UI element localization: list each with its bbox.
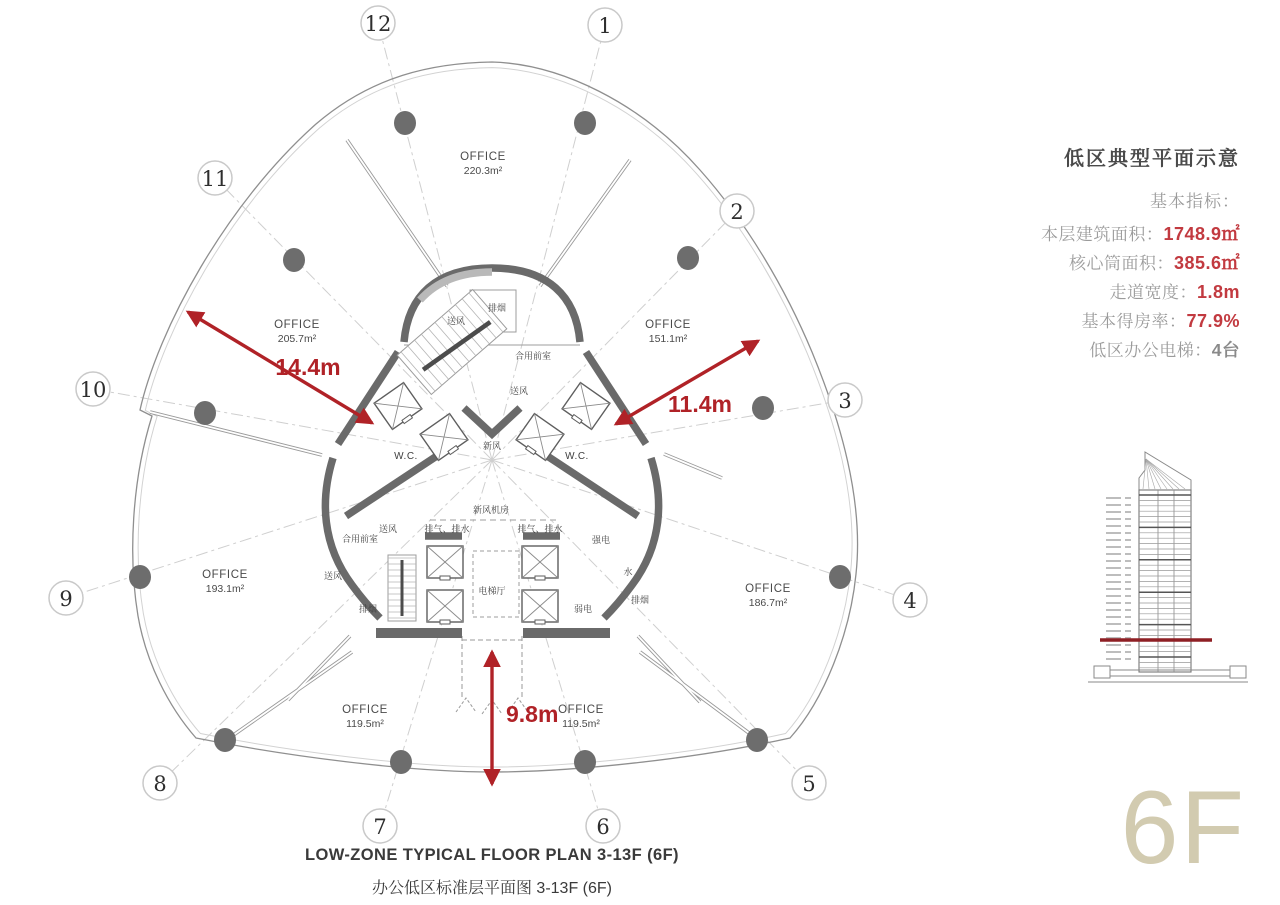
panel-subtitle: 基本指标： (1150, 192, 1240, 211)
svg-text:2: 2 (730, 200, 744, 224)
dimensions (188, 312, 758, 784)
svg-text:送风: 送风 (378, 524, 398, 534)
svg-text:排气、排水: 排气、排水 (424, 524, 470, 534)
svg-text:排气、排水: 排气、排水 (517, 524, 563, 534)
stair-lower (388, 555, 416, 621)
info-panel (940, 142, 1240, 365)
svg-text:送风: 送风 (509, 386, 529, 396)
dimension-label-14m: 14.4m (275, 354, 341, 380)
metric-efficiency: 基本得房率：77.9% (1081, 311, 1240, 331)
dimension-label-11m: 11.4m (668, 391, 732, 417)
grid-bubble-1 (588, 8, 622, 42)
svg-text:12: 12 (364, 12, 392, 36)
elevator-car (427, 590, 463, 624)
panel-title: 低区典型平面示意 (1064, 148, 1240, 170)
svg-text:新风: 新风 (482, 441, 502, 451)
tower-elevation (1088, 452, 1248, 682)
svg-text:3: 3 (838, 389, 852, 413)
svg-text:1: 1 (598, 14, 612, 38)
grid-bubble-5 (792, 766, 826, 800)
svg-text:205.7m²: 205.7m² (277, 333, 317, 345)
svg-text:W.C.: W.C. (394, 451, 418, 462)
elevator-car (561, 383, 610, 431)
elevator-car (374, 383, 423, 431)
elevator-car (522, 590, 558, 624)
dimension-label-9m: 9.8m (506, 701, 559, 727)
grid-bubble-2 (720, 194, 754, 228)
svg-text:8: 8 (153, 772, 167, 796)
grid-bubble-12 (361, 6, 395, 40)
floor-watermark: 6F (1120, 770, 1246, 886)
plan-title-zh: 办公低区标准层平面图 3-13F (6F) (371, 880, 613, 897)
svg-text:5: 5 (802, 772, 816, 796)
metric-core-area: 核心筒面积：385.6㎡ (1068, 253, 1240, 273)
tower-floor-labels (1106, 497, 1131, 660)
grid-bubble-4 (893, 583, 927, 617)
grid-bubble-10 (76, 372, 110, 406)
metric-gfa: 本层建筑面积：1748.9㎡ (1040, 224, 1240, 244)
svg-text:186.7m²: 186.7m² (748, 597, 788, 609)
svg-text:OFFICE: OFFICE (274, 319, 320, 331)
svg-text:新风机房: 新风机房 (472, 505, 510, 515)
svg-text:7: 7 (373, 815, 387, 839)
svg-text:OFFICE: OFFICE (645, 319, 691, 331)
grid-bubble-3 (828, 383, 862, 417)
svg-text:电梯厅: 电梯厅 (478, 586, 506, 596)
grid-bubble-8 (143, 766, 177, 800)
svg-text:119.5m²: 119.5m² (346, 718, 384, 730)
grid-bubble-11 (198, 161, 232, 195)
svg-text:排烟: 排烟 (358, 604, 378, 614)
grid-bubble-6 (586, 809, 620, 843)
svg-text:119.5m²: 119.5m² (562, 718, 600, 730)
svg-text:OFFICE: OFFICE (202, 569, 248, 581)
plan-title-en: LOW-ZONE TYPICAL FLOOR PLAN 3-13F (6F) (305, 846, 679, 864)
svg-text:水: 水 (623, 567, 633, 577)
svg-text:6: 6 (596, 815, 610, 839)
metric-elevators: 低区办公电梯：4台 (1089, 340, 1240, 360)
grid-bubble-7 (363, 809, 397, 843)
svg-text:193.1m²: 193.1m² (205, 583, 245, 595)
svg-text:合用前室: 合用前室 (514, 351, 552, 361)
svg-text:OFFICE: OFFICE (460, 151, 506, 163)
svg-text:排烟: 排烟 (630, 595, 650, 605)
footer (92, 846, 892, 898)
elevator-car (522, 546, 558, 580)
svg-text:151.1m²: 151.1m² (648, 333, 688, 345)
svg-text:排烟: 排烟 (487, 303, 507, 313)
svg-text:OFFICE: OFFICE (342, 704, 388, 716)
svg-text:W.C.: W.C. (565, 451, 589, 462)
svg-text:送风: 送风 (446, 316, 466, 326)
svg-text:强电: 强电 (591, 535, 611, 545)
svg-text:10: 10 (79, 378, 107, 402)
svg-text:4: 4 (903, 589, 917, 613)
svg-text:合用前室: 合用前室 (341, 534, 379, 544)
svg-text:弱电: 弱电 (573, 604, 593, 614)
core-labels (324, 302, 649, 614)
svg-text:220.3m²: 220.3m² (463, 165, 503, 177)
svg-text:9: 9 (59, 587, 73, 611)
svg-text:11: 11 (201, 167, 229, 191)
tower-crown (1139, 452, 1191, 490)
grid-bubble-9 (49, 581, 83, 615)
tower-body (1139, 490, 1191, 672)
metric-corridor-width: 走道宽度：1.8m (1109, 282, 1240, 302)
svg-text:OFFICE: OFFICE (558, 704, 604, 716)
svg-text:送风: 送风 (323, 571, 343, 581)
svg-text:OFFICE: OFFICE (745, 583, 791, 595)
elevator-car (427, 546, 463, 580)
